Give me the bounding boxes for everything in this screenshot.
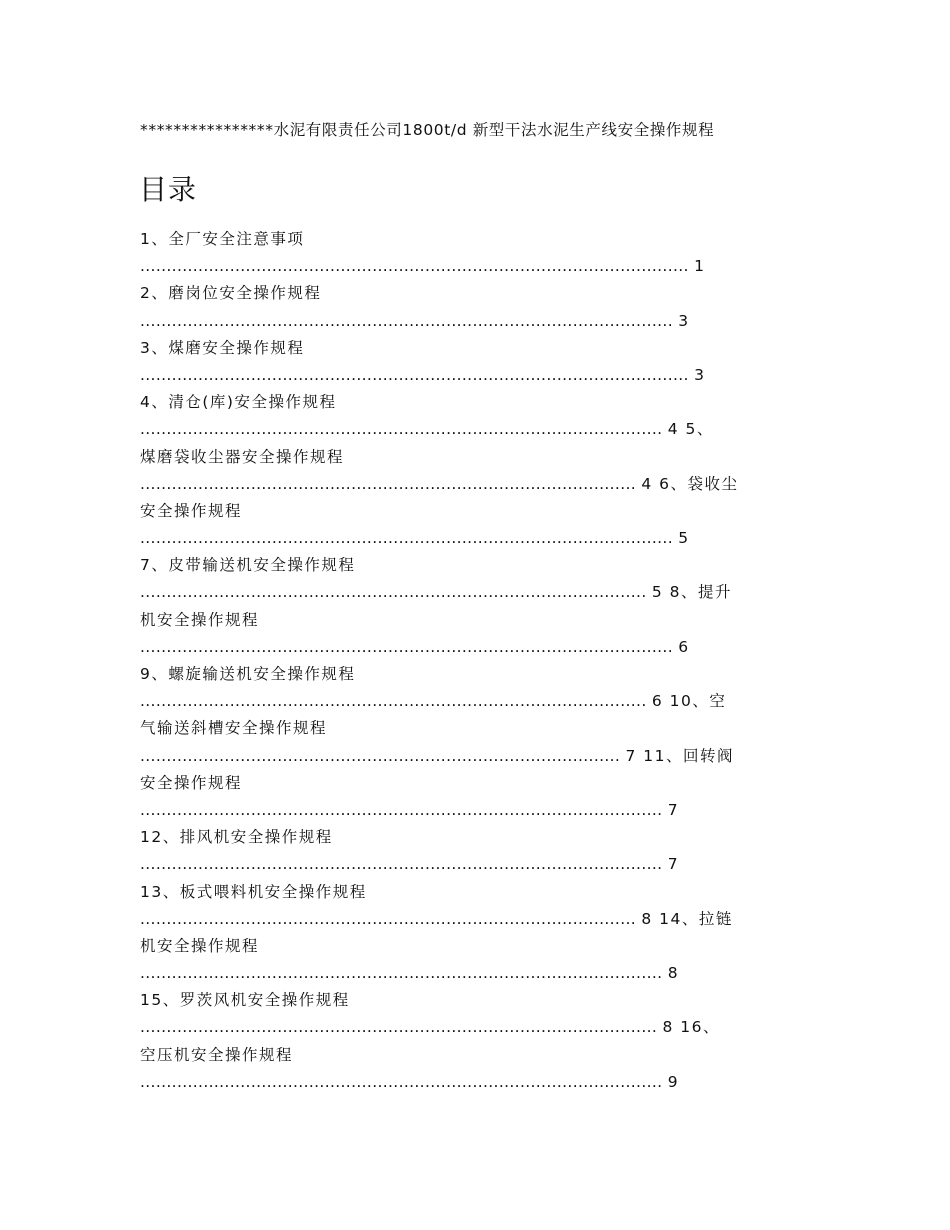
toc-page-number: 5 bbox=[678, 529, 690, 548]
toc-page-number: 5 8、提升 bbox=[651, 583, 733, 602]
toc-entry-title: 机安全操作规程 bbox=[140, 610, 260, 629]
toc-dot-leader: .............................................................................................. bbox=[140, 909, 637, 928]
toc-entry-leader bbox=[140, 851, 820, 878]
toc-dot-leader: ................................................................................................... bbox=[140, 420, 663, 439]
toc-entry-title: 15、罗茨风机安全操作规程 bbox=[140, 991, 350, 1010]
toc-page-number: 1 bbox=[694, 257, 706, 276]
toc-entry-title: 4、清仓(库)安全操作规程 bbox=[140, 393, 337, 412]
toc-page-number: 9 bbox=[667, 1072, 680, 1091]
toc-dot-leader: ..................................................................................................... bbox=[140, 311, 673, 330]
toc-entry-title: 12、排风机安全操作规程 bbox=[140, 828, 333, 847]
toc-entry-leader bbox=[140, 416, 820, 443]
toc-entry-leader bbox=[140, 634, 820, 661]
toc-entry-leader bbox=[140, 253, 820, 280]
toc-dot-leader: ..................................................................................................... bbox=[140, 529, 673, 548]
toc-entry-leader bbox=[140, 1014, 820, 1041]
toc-entry-leader bbox=[140, 688, 820, 715]
toc-dot-leader: ................................................................................................... bbox=[140, 855, 663, 874]
table-of-contents bbox=[140, 226, 820, 1096]
toc-page-number: 7 bbox=[667, 855, 680, 874]
document-header: ****************水泥有限责任公司1800t/d 新型干法水泥生产线安全操作规程 bbox=[140, 121, 715, 139]
toc-entry-title: 9、螺旋输送机安全操作规程 bbox=[140, 665, 356, 683]
toc-entry-leader bbox=[140, 579, 820, 606]
toc-entry-title: 机安全操作规程 bbox=[140, 936, 260, 955]
toc-entry-leader bbox=[140, 1069, 820, 1096]
toc-page-number: 8 14、拉链 bbox=[641, 909, 733, 928]
toc-entry-leader bbox=[140, 960, 820, 987]
toc-dot-leader: ..................................................................................................... bbox=[140, 637, 673, 656]
toc-dot-leader: ................................................................................................... bbox=[140, 964, 663, 983]
toc-dot-leader: ................................................................................................ bbox=[140, 692, 647, 711]
toc-entry-title: 1、全厂安全注意事项 bbox=[140, 230, 305, 248]
toc-dot-leader: ................................................................................................... bbox=[140, 800, 663, 819]
page-title: 目录 bbox=[139, 173, 198, 206]
toc-page-number: 7 bbox=[667, 800, 680, 819]
toc-entry-leader bbox=[140, 743, 820, 770]
toc-dot-leader: .................................................................................................. bbox=[140, 1018, 658, 1037]
toc-page-number: 8 16、 bbox=[662, 1018, 720, 1037]
toc-page-number: 4 6、袋收尘 bbox=[641, 474, 739, 493]
toc-dot-leader: ........................................................................................................ bbox=[140, 365, 689, 384]
toc-entry-leader bbox=[140, 797, 820, 824]
toc-entry-title: 安全操作规程 bbox=[140, 773, 243, 792]
toc-entry-title: 2、磨岗位安全操作规程 bbox=[140, 284, 322, 303]
toc-page-number: 6 bbox=[678, 637, 690, 656]
toc-page-number: 7 11、回转阀 bbox=[625, 746, 735, 765]
toc-entry-leader bbox=[140, 906, 820, 933]
toc-entry-title: 气输送斜槽安全操作规程 bbox=[140, 719, 328, 738]
toc-entry-leader bbox=[140, 362, 820, 389]
toc-dot-leader: ................................................................................................... bbox=[140, 1072, 663, 1091]
toc-page-number: 3 bbox=[678, 311, 690, 330]
toc-dot-leader: ........................................................................................................ bbox=[140, 257, 689, 276]
toc-dot-leader: .............................................................................................. bbox=[140, 474, 637, 493]
toc-dot-leader: ........................................................................................... bbox=[140, 746, 621, 765]
toc-entry-leader bbox=[140, 471, 820, 498]
toc-page-number: 6 10、空 bbox=[651, 692, 727, 711]
toc-page-number: 4 5、 bbox=[667, 420, 714, 439]
toc-entry-title: 空压机安全操作规程 bbox=[140, 1045, 294, 1064]
toc-page-number: 3 bbox=[694, 365, 706, 384]
toc-entry-title: 13、板式喂料机安全操作规程 bbox=[140, 882, 367, 901]
toc-entry-title: 7、皮带输送机安全操作规程 bbox=[140, 556, 356, 575]
toc-entry-leader bbox=[140, 525, 820, 552]
toc-entry-title: 3、煤磨安全操作规程 bbox=[140, 338, 305, 357]
toc-entry-title: 安全操作规程 bbox=[140, 501, 243, 520]
toc-dot-leader: ................................................................................................ bbox=[140, 583, 647, 602]
toc-entry-title: 煤磨袋收尘器安全操作规程 bbox=[140, 447, 345, 466]
toc-entry-leader bbox=[140, 308, 820, 335]
toc-page-number: 8 bbox=[667, 964, 680, 983]
